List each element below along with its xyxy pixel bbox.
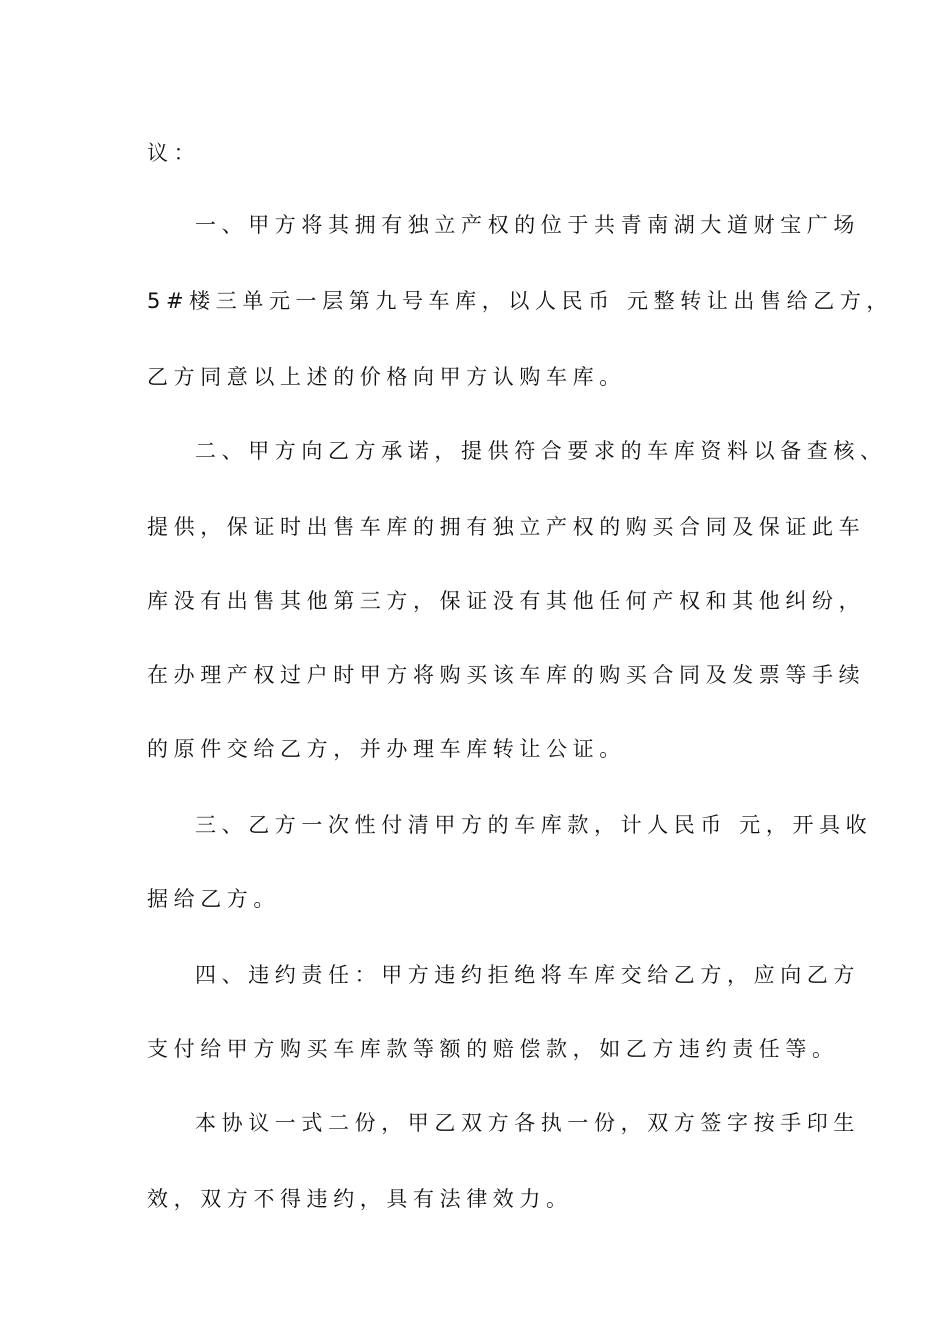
clause-1-line-2: 5#楼三单元一层第九号车库，以人民币 元整转让出售给乙方， [147, 289, 894, 313]
closing-line-1: 本协议一式二份，甲乙双方各执一份，双方签字按手印生 [195, 1111, 860, 1135]
clause-3-line-2: 据给乙方。 [147, 887, 280, 911]
clause-4-line-2: 支付给甲方购买车库款等额的赔偿款，如乙方违约责任等。 [147, 1037, 839, 1061]
clause-1-line-1: 一、甲方将其拥有独立产权的位于共青南湖大道财宝广场 [195, 213, 860, 237]
clause-2-line-4: 在办理产权过户时甲方将购买该车库的购买合同及发票等手续 [147, 663, 866, 687]
clause-2-line-5: 的原件交给乙方，并办理车库转让公证。 [147, 737, 626, 761]
clause-1-line-3: 乙方同意以上述的价格向甲方认购车库。 [147, 365, 626, 389]
clause-2-line-2: 提供，保证时出售车库的拥有独立产权的购买合同及保证此车 [147, 515, 866, 539]
clause-2-line-3: 库没有出售其他第三方，保证没有其他任何产权和其他纠纷， [147, 589, 866, 613]
clause-3-line-1: 三、乙方一次性付清甲方的车库款，计人民币 元，开具收 [195, 813, 873, 837]
text-line-1: 议： [147, 141, 201, 165]
closing-line-2: 效，双方不得违约，具有法律效力。 [147, 1187, 573, 1211]
clause-2-line-1: 二、甲方向乙方承诺，提供符合要求的车库资料以备查核、 [195, 439, 887, 463]
clause-4-line-1: 四、违约责任：甲方违约拒绝将车库交给乙方，应向乙方 [195, 963, 860, 987]
